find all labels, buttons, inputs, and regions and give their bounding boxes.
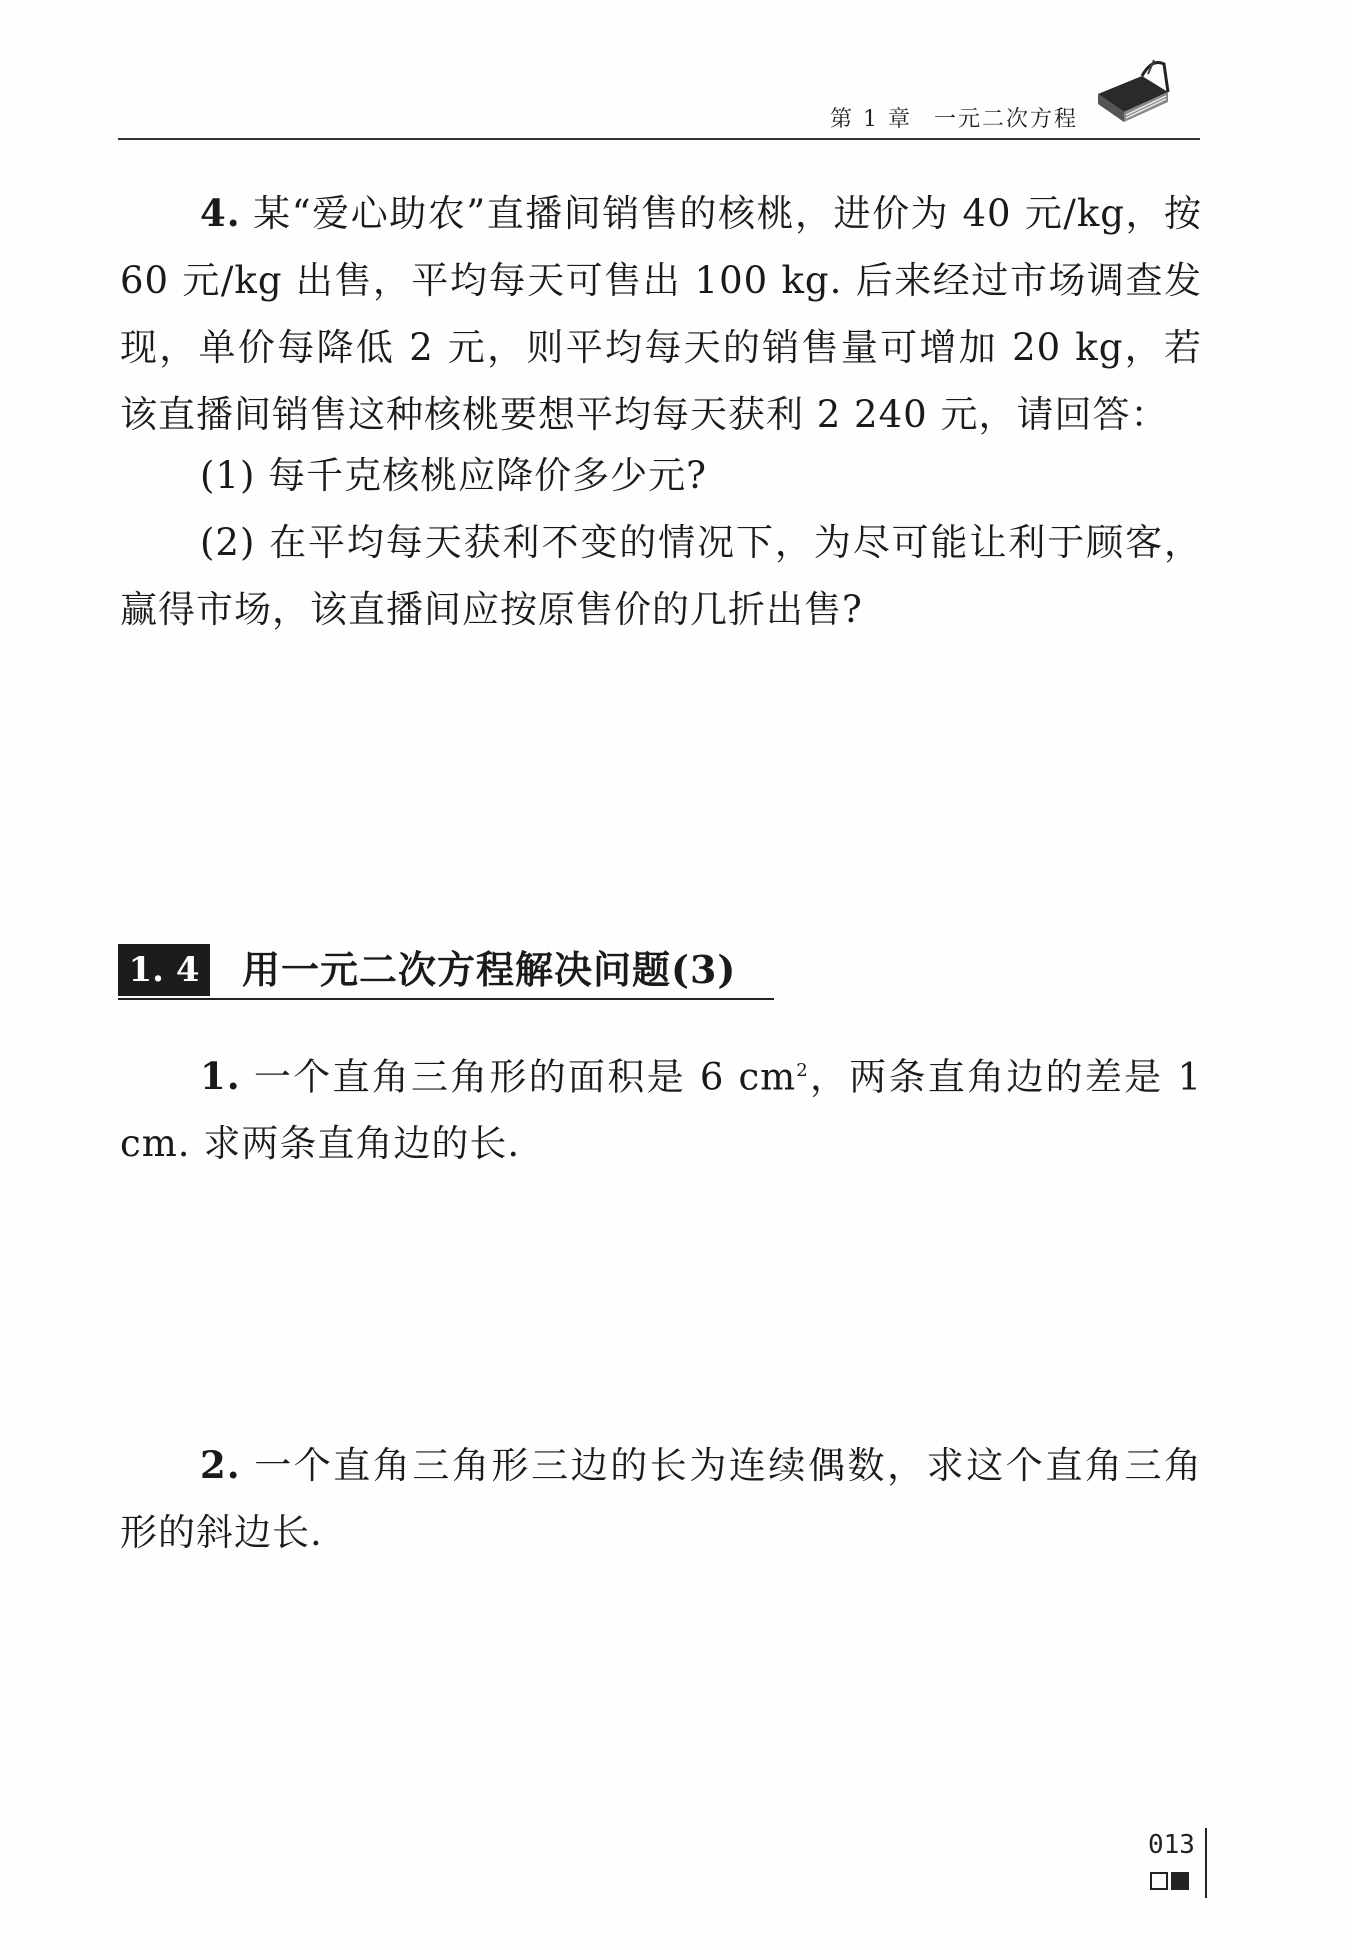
- superscript-two: 2: [796, 1060, 809, 1081]
- filled-square-icon: [1171, 1872, 1189, 1890]
- problem-1-text-a: 一个直角三角形的面积是 6 cm: [252, 1055, 797, 1099]
- section-title: 用一元二次方程解决问题(3): [242, 947, 737, 992]
- problem-4-number: 4.: [200, 191, 241, 235]
- problem-4-question-2: (2) 在平均每天获利不变的情况下，为尽可能让利于顾客，赢得市场，该直播间应按原售价的几折出售?: [120, 521, 1202, 631]
- chapter-title: 一元二次方程: [933, 107, 1078, 132]
- problem-4-text: 某“爱心助农”直播间销售的核桃，进价为 40 元/kg，按 60 元/kg 出售，平均每天可售出 100 kg. 后来经过市场调查发现，单价每降低 2 元，则平均每天的销售量可增加 20 kg，若该直播间销售这种核桃要想平均每天获利 2 240 元，请回答：: [120, 192, 1202, 436]
- page-number-rule: [1205, 1828, 1207, 1898]
- page-marker-icon: [1150, 1872, 1192, 1891]
- section-number-badge: 1. 4: [118, 944, 210, 996]
- running-header: [118, 94, 1200, 140]
- problem-4-statement: [120, 180, 1202, 448]
- problem-4-question-1: (1) 每千克核桃应降价多少元?: [200, 454, 708, 497]
- page-number: 013: [1148, 1830, 1195, 1860]
- book-icon: [1092, 54, 1172, 128]
- problem-2-statement: [120, 1432, 1202, 1566]
- chapter-label: [830, 102, 1078, 133]
- chapter-number: 第 1 章: [830, 107, 912, 132]
- problem-2-text: 一个直角三角形三边的长为连续偶数，求这个直角三角形的斜边长.: [120, 1444, 1202, 1554]
- section-heading: [118, 942, 774, 1000]
- empty-square-icon: [1150, 1872, 1168, 1890]
- problem-2-number: 2.: [200, 1443, 241, 1487]
- problem-1-text-b: ，两条直角边的差是 1 cm. 求两条直角边的长.: [120, 1055, 1202, 1166]
- problem-1-statement: [120, 1037, 1202, 1177]
- problem-1-number: 1.: [200, 1054, 241, 1099]
